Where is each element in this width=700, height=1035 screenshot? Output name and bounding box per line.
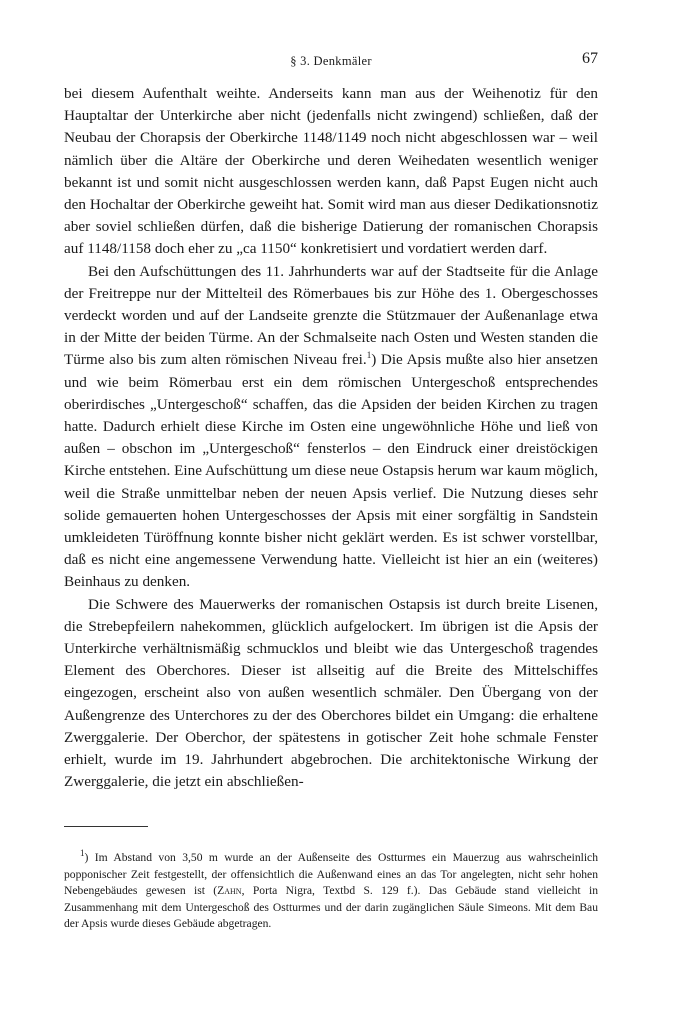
main-text [64,83,598,794]
page-number: 67 [582,50,598,67]
footnote [64,850,598,933]
paragraph [64,261,598,594]
paragraph: Die Schwere des Mauerwerks der romanischen Ostapsis ist durch breite Lisenen, die Strebepfeilern nahekommen, glücklich aufgelockert. Im übrigen ist die Apsis der Unterkirche verhältnismäßig schmucklos und bleibt wie das Untergeschoß tragendes Element des Oberchores. Dieser ist allseitig auf die Breite des Mittelschiffes eingezogen, erscheint also von außen wesentlich schmäler. Den Übergang von der Außengrenze des Unterchores zu der des Oberchores bildet ein Umgang: die erhaltene Zwerggalerie. Der Oberchor, der spätestens in gotischer Zeit hohe schmale Fenster erhielt, wurde im 19. Jahrhundert abgebrochen. Die architektonische Wirkung der Zwerggalerie, die jetzt ein abschließen- [64,595,598,791]
page-header [64,46,598,76]
footnote-author: Zahn [217,884,242,898]
paragraph: bei diesem Aufenthalt weihte. Anderseits kann man aus der Weihenotiz für den Hauptaltar der Unterkirche aber nicht (jedenfalls nicht zwingend) schließen, daß der Neubau der Chorapsis der Oberkirche 1148/1149 noch nicht abgeschlossen war – weil nämlich über die Altäre der Oberkirche und deren Weihedaten wesentlich weniger bekannt ist und somit nicht ausgeschlossen werden kann, daß Papst Eugen nicht auch den Hochaltar der Oberkirche geweiht hat. Somit wird man aus dieser Dedikationsnotiz aber soviel schließen dürfen, daß die bisherige Datierung der romanischen Chorapsis auf 1148/1158 doch eher zu „ca 1150“ konkretisiert und vordatiert werden darf. [64,85,598,258]
paragraph-text: Bei den Aufschüttungen des 11. Jahrhunderts war auf der Stadtseite für die Anlage der Freitreppe nur der Mittelteil des Römerbaues bis zur Höhe des 1. Obergeschosses verdeckt worden und auf der Landseite grenzte die Stützmauer der Außenanlage etwa in der Mitte der beiden Türme. An der Schmalseite nach Osten und Westen standen die Türme also bis zum alten römischen Niveau frei. [64,262,598,369]
footnote-divider [64,826,148,827]
footnote-text: , Porta Nigra, Textbd S. 129 f.). Das Gebäude stand vielleicht in Zusammenhang mit dem Untergeschoß des Ostturmes und der darin zugänglichen Säule Simeons. Mit dem Bau der Apsis wurde dieses Gebäude abgetragen. [64,884,599,931]
paragraph-text: ) Die Apsis mußte also hier ansetzen und wie beim Römerbau erst ein dem römischen Untergeschoß entsprechendes oberirdisches „Untergeschoß“ schaffen, das die Apsiden der beiden Kirchen zu tragen hatte. Dadurch erhielt diese Kirche im Osten eine ungewöhnliche Höhe und ließ von außen – obschon im „Untergeschoß“ fensterlos – den Eindruck einer dreistöckigen Kirche entstehen. Eine Aufschüttung um diese neue Ostapsis herum war kaum möglich, weil die Straße unmittelbar neben der neuen Apsis verlief. Die Nutzung dieses sehr solide gemauerten hohen Untergeschosses der Apsis mit einer sorgfältig in Sandstein umkleideten Türöffnung konnte bisher nicht geklärt werden. Es ist schwer vorstellbar, daß es nicht eine angemessene Verwendung hatte. Vielleicht ist hier an ein (weiteres) Beinhaus zu denken. [64,351,598,591]
running-head: § 3. Denkmäler [290,54,372,68]
footnote-marker: 1 [80,848,85,859]
footnote-text: ) Im Abstand von 3,50 m wurde an der Außenseite des Ostturmes ein Mauerzug aus wahrscheinlich popponischer Zeit festgestellt, der offensichtlich die Außenwand eines an das Tor angelegten, nicht sehr hohen Nebengebäudes gewesen ist ( [64,851,598,898]
footnote-reference: 1 [366,350,372,361]
